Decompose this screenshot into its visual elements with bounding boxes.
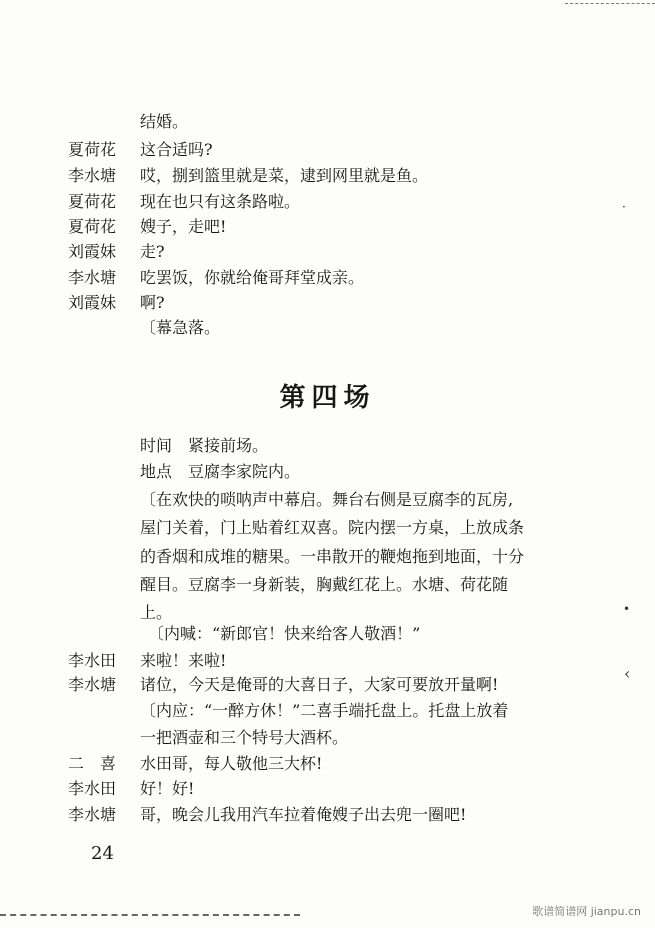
speaker-name: 夏荷花 [68, 192, 117, 211]
stage-direction-block [140, 486, 560, 627]
speech-text: 这合适吗? [140, 140, 213, 159]
speech-text: 〔幕急落。 [140, 318, 221, 337]
scan-speck: • [623, 602, 631, 616]
top-edge-rule [565, 3, 655, 4]
stage-direction-line: 上。 [140, 603, 173, 623]
speaker-name: 李水塘 [68, 805, 117, 824]
scan-speck: · [622, 200, 626, 214]
stage-direction-line: 屋门关着，门上贴着红双喜。院内摆一方桌，上放成条 [140, 518, 525, 538]
scan-speck: ‹ [624, 664, 631, 683]
stage-direction-line: 醒目。豆腐李一身新装，胸戴红花上。水塘、荷花随 [140, 574, 509, 594]
speaker-name: 李水田 [68, 779, 117, 798]
speaker-name: 刘霞妹 [68, 242, 117, 261]
speech-text: 一把酒壶和三个特号大酒杯。 [140, 728, 349, 747]
speaker-name: 二 喜 [68, 754, 117, 773]
place-line: 地点 豆腐李家院内。 [140, 462, 301, 481]
speaker-name: 刘霞妹 [68, 293, 117, 312]
speech-text: 哎，捌到篮里就是菜，逮到网里就是鱼。 [140, 166, 429, 185]
speech-text: 来啦！来啦! [140, 651, 227, 670]
speech-text: 好！好! [140, 779, 195, 798]
bottom-edge-rule [0, 914, 300, 916]
speech-text: 哥，晚会儿我用汽车拉着俺嫂子出去兜一圈吧! [140, 805, 467, 824]
page-number: 24 [91, 843, 114, 864]
speech-text: 水田哥，每人敬他三大杯! [140, 754, 323, 773]
speech-text: 诸位，今天是俺哥的大喜日子，大家可要放开量啊! [140, 675, 499, 694]
speaker-name: 李水塘 [68, 268, 117, 287]
stage-direction-line: 的香烟和成堆的糖果。一串散开的鞭炮拖到地面，十分 [140, 546, 525, 566]
speech-text: 走? [140, 242, 165, 261]
offstage-call: 〔内喊：“新郎官！快来给客人敬酒！” [148, 624, 421, 643]
speech-text: 吃罢饭，你就给俺哥拜堂成亲。 [140, 268, 365, 287]
time-line: 时间 紧接前场。 [140, 436, 269, 455]
speaker-name: 夏荷花 [68, 217, 117, 236]
speech-text: 嫂子，走吧! [140, 217, 227, 236]
scene-title: 第四场 [279, 383, 376, 413]
speaker-name: 李水塘 [68, 166, 117, 185]
speech-text: 啊? [140, 293, 165, 312]
speech-text: 现在也只有这条路啦。 [140, 192, 301, 211]
speaker-name: 夏荷花 [68, 140, 117, 159]
speaker-name: 李水田 [68, 651, 117, 670]
watermark-text: 歌谱简谱网 jianpu.cn [532, 905, 641, 918]
speaker-name: 李水塘 [68, 675, 117, 694]
speech-text: 结婚。 [140, 112, 189, 131]
stage-direction-line: 〔在欢快的唢呐声中幕启。舞台右侧是豆腐李的瓦房, [140, 490, 514, 509]
speech-text: 〔内应：“一醉方休！”二喜手端托盘上。托盘上放着 [140, 701, 509, 720]
